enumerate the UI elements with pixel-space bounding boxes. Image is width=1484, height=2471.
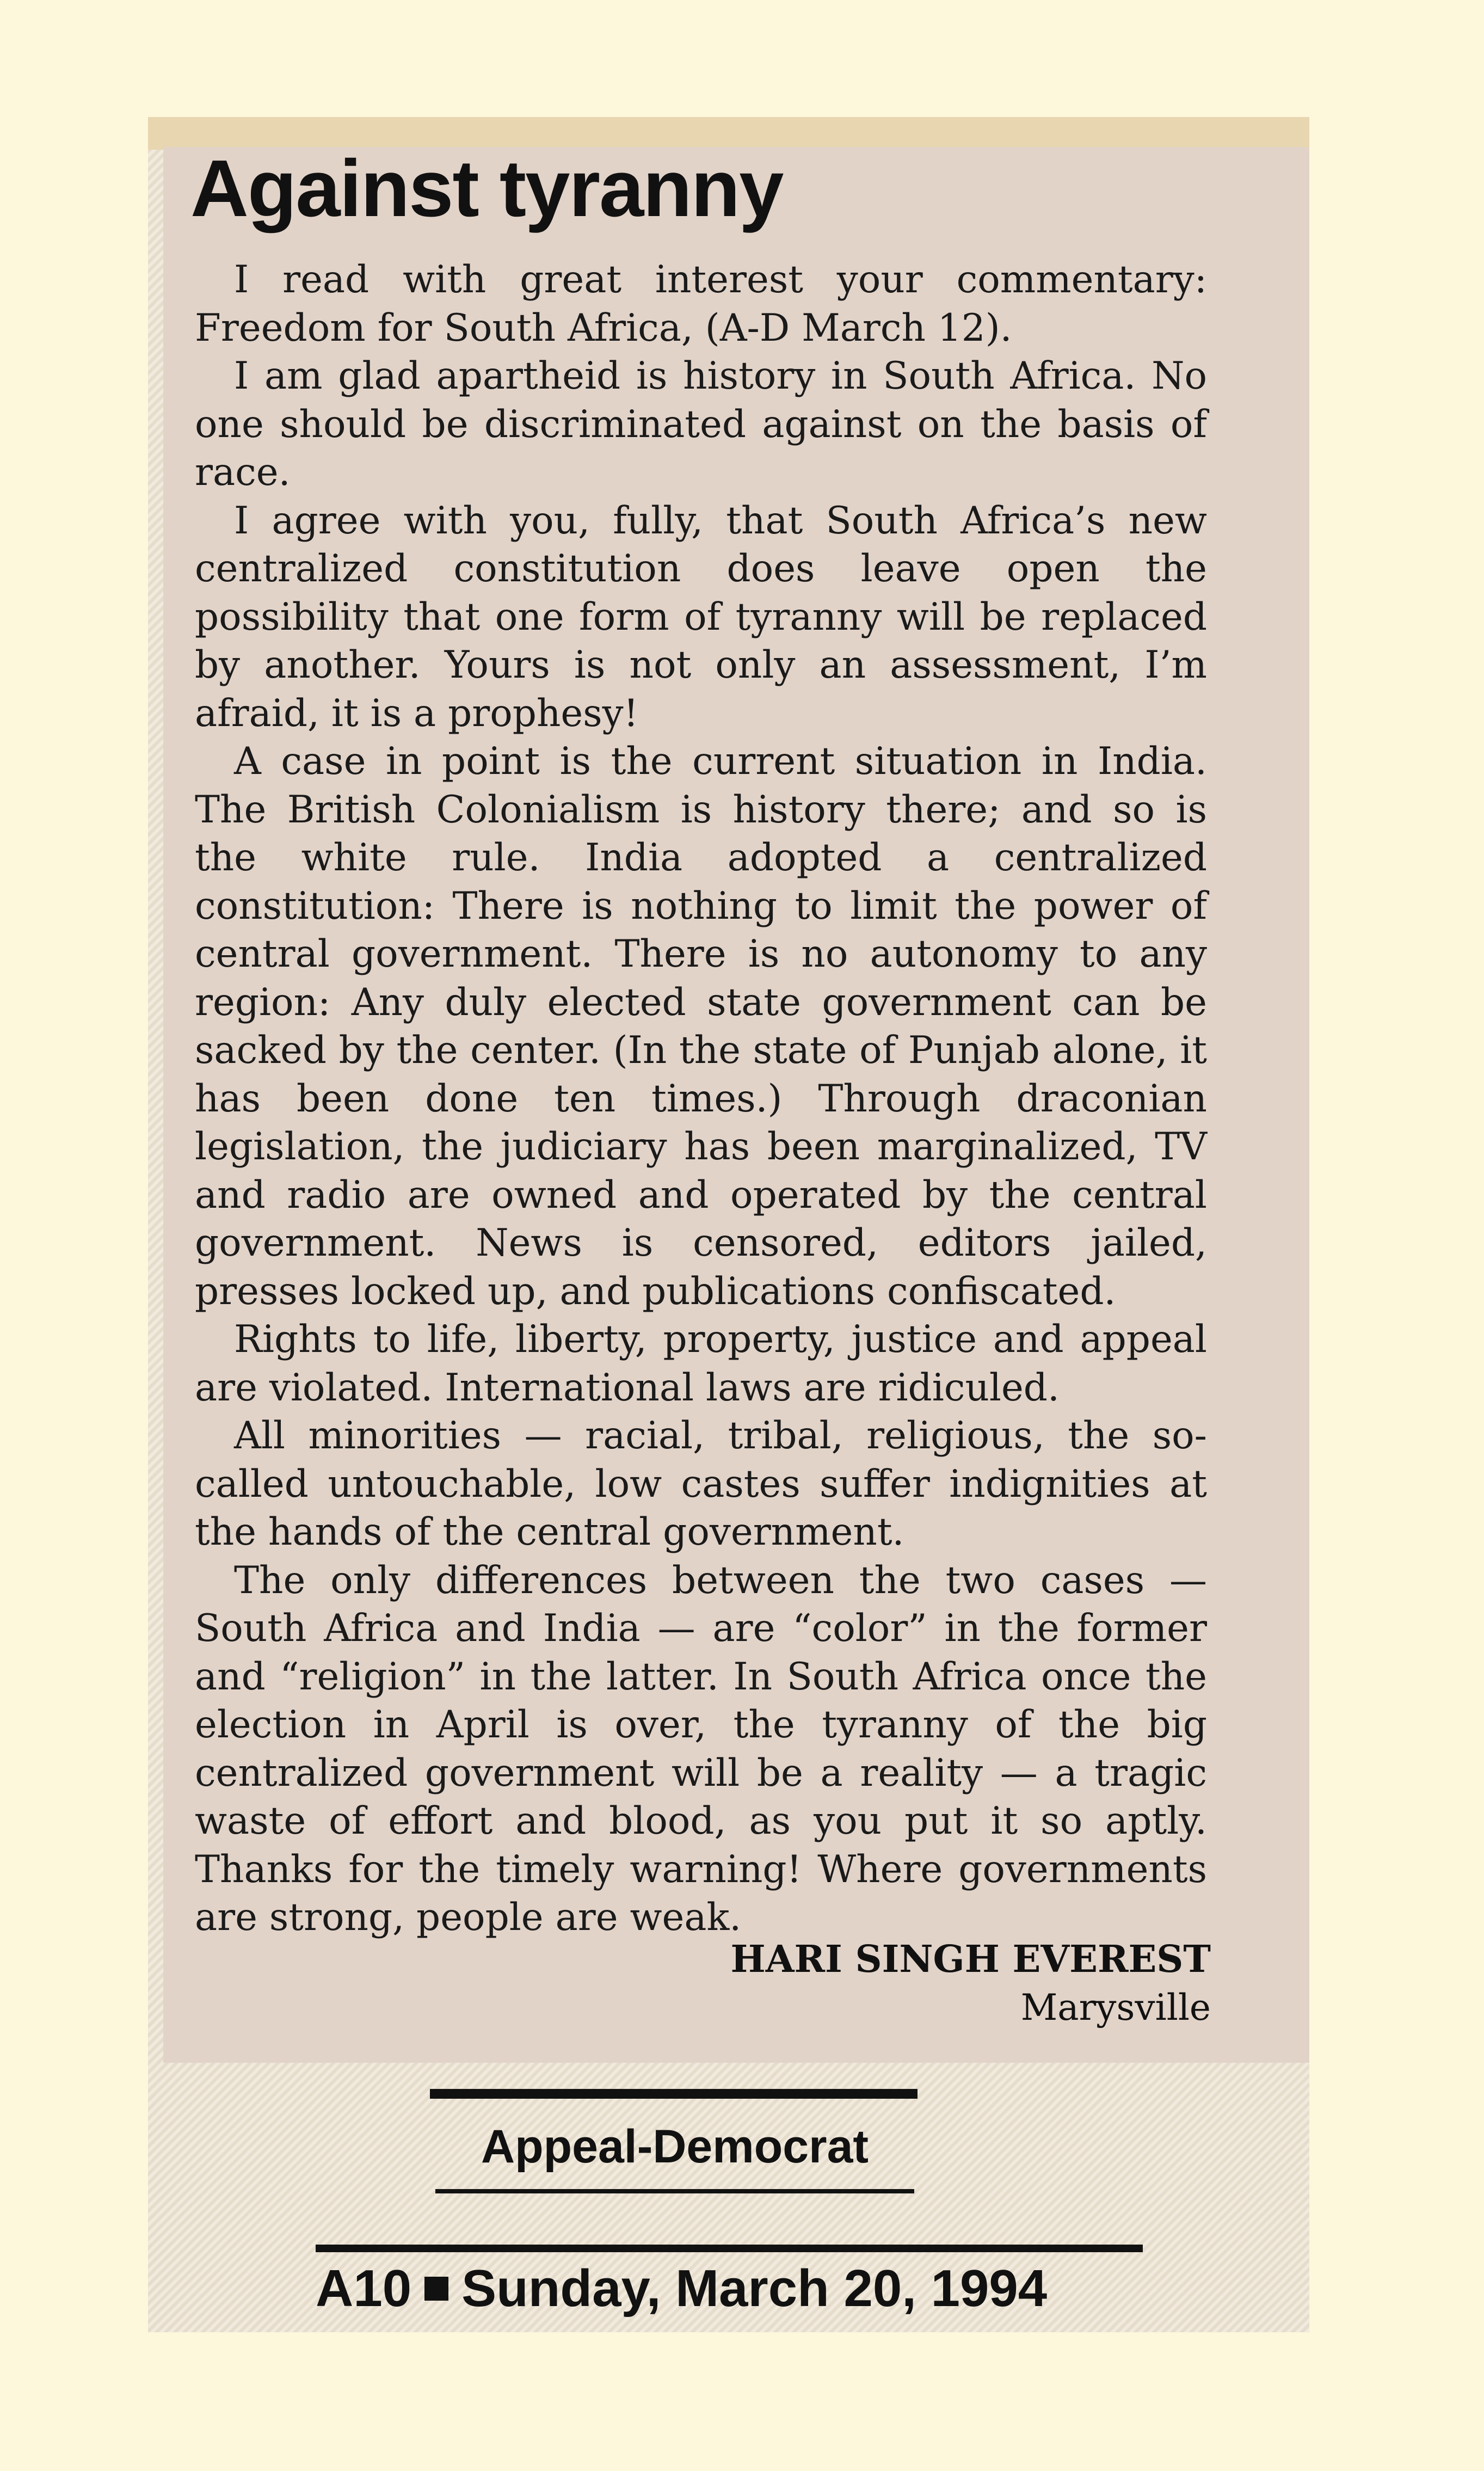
paragraph: The only differences between the two cases — South Africa and India — are “color” in the former and “religion” in the latter. In South Africa once the election in April is over, the tyranny of the big centralized government will be a reality — a tragic waste of effort and blood, as you put it so aptly. Thanks for the timely warning! Where governments are strong, people are weak. xyxy=(195,1558,1207,1939)
masthead-rule-top xyxy=(430,2089,918,2099)
headline: Against tyranny xyxy=(190,144,783,233)
letter-body xyxy=(195,256,1207,1942)
publication-name: Appeal-Democrat xyxy=(481,2120,869,2173)
dateline xyxy=(316,2253,1047,2324)
page-number: A10 xyxy=(316,2259,412,2318)
author-name: HARI SINGH EVEREST xyxy=(730,1938,1211,1981)
dateline-rule xyxy=(316,2245,1143,2252)
paragraph: A case in point is the current situation in India. The British Colonialism is history there; and so is the white rule. India adopted a centralized constitution: There is nothing to limit the power of central government. There is no autonomy to any region: Any duly elected state government can be sacked by the center. (In the state of Punjab alone, it has been done ten times.) Through draconian legislation, the judiciary has been marginalized, TV and radio are owned and operated by the central government. News is censored, editors jailed, presses locked up, and publications confiscated. xyxy=(195,740,1207,1313)
publication-date: Sunday, March 20, 1994 xyxy=(461,2259,1048,2318)
paragraph: I am glad apartheid is history in South Africa. No one should be discriminated against on the basis of race. xyxy=(195,354,1207,494)
paragraph: All minorities — racial, tribal, religious, the so-called untouchable, low castes suffer indignities at the hands of the central government. xyxy=(195,1414,1207,1554)
paragraph: I read with great interest your commentary: Freedom for South Africa, (A-D March 12). xyxy=(195,258,1207,350)
masthead-rule-bottom xyxy=(435,2189,914,2193)
author-location: Marysville xyxy=(1020,1987,1211,2029)
paragraph: I agree with you, fully, that South Africa’s new centralized constitution does leave open the possibility that one form of tyranny will be replaced by another. Yours is not only an assessment, I’m afraid, it is a prophesy! xyxy=(195,499,1207,735)
paragraph: Rights to life, liberty, property, justice and appeal are violated. International laws are ridiculed. xyxy=(195,1318,1207,1410)
black-square-icon xyxy=(424,2277,448,2301)
